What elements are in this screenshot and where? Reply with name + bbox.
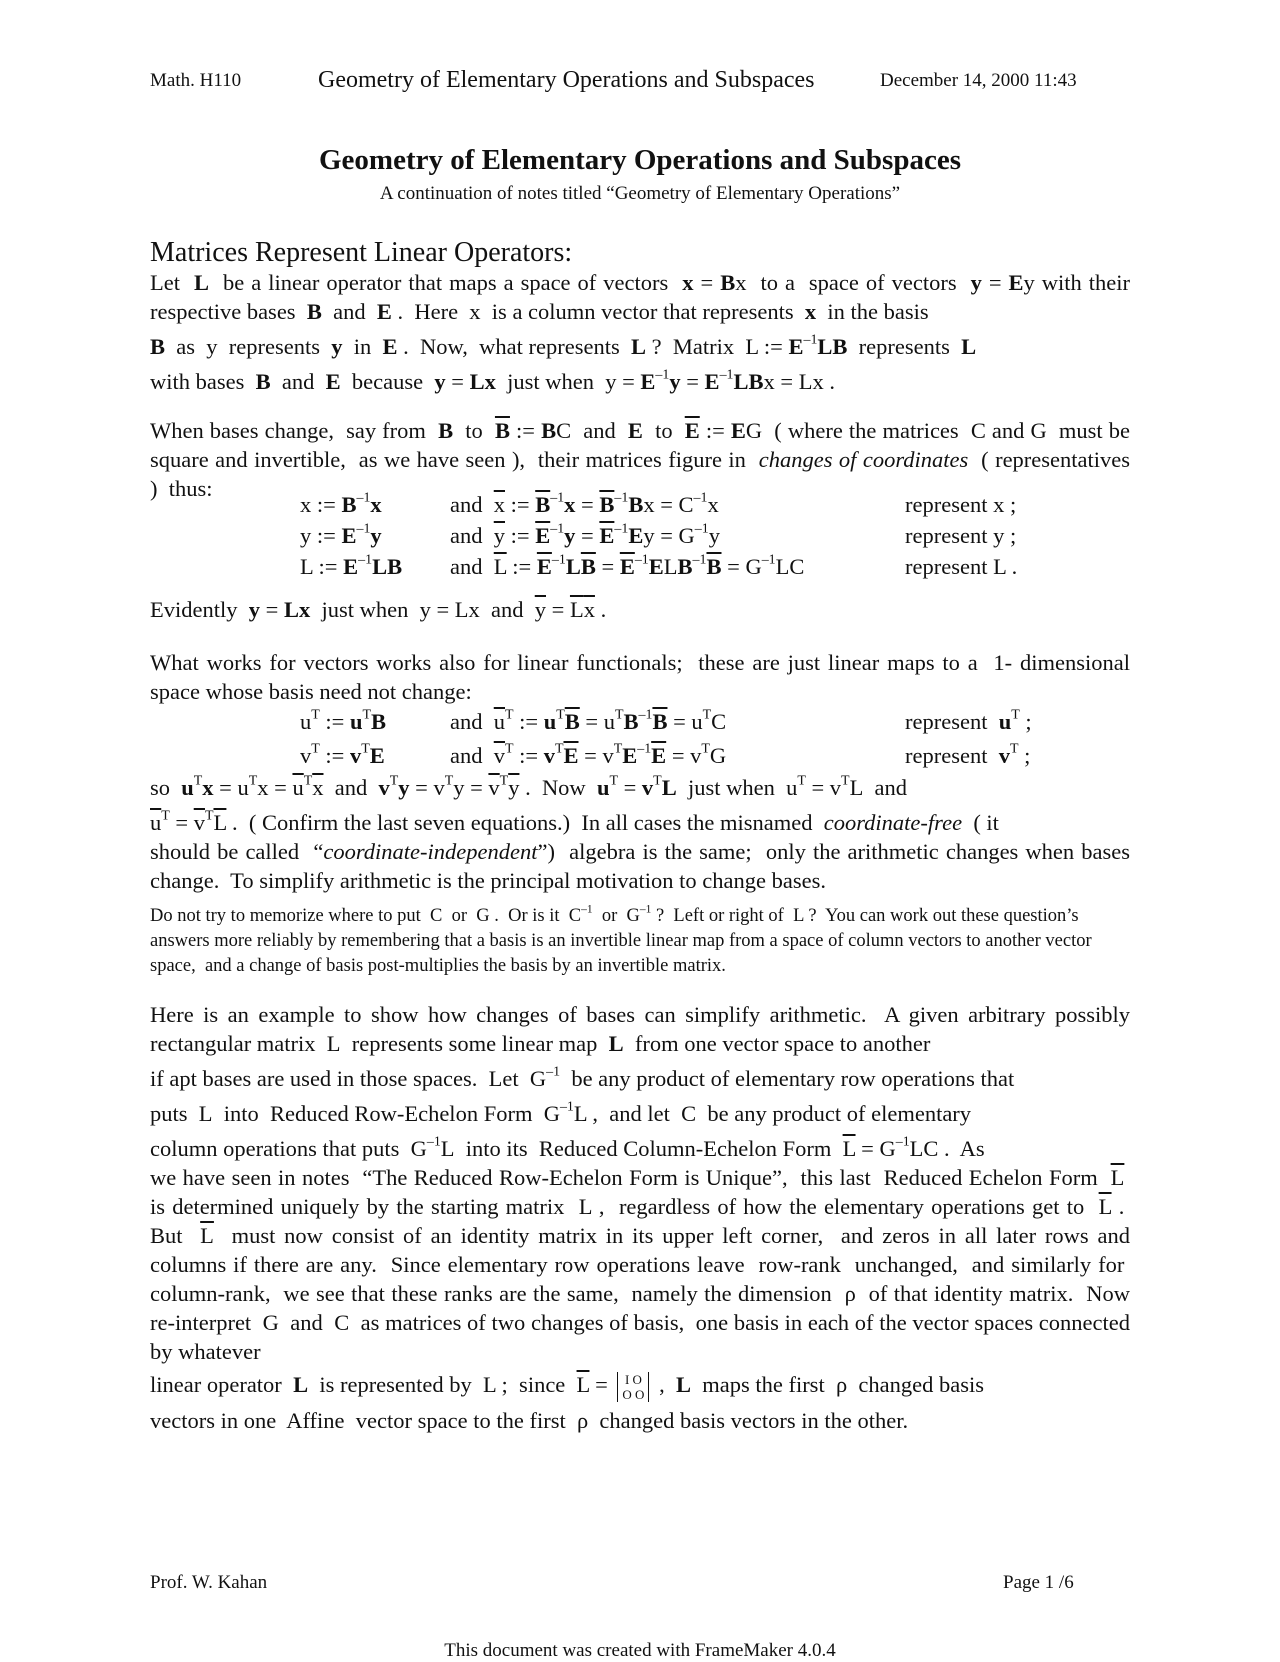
represent-x: represent x ;	[905, 492, 1017, 517]
header-course: Math. H110	[150, 70, 242, 91]
term-coordinates: coordinates	[862, 447, 969, 472]
eq-vTbar: and $\overline{v}^T$ := $v^T\overline{E} = v^TE^{-1}\overline{E} = v^TG$	[450, 741, 727, 768]
represent-L: represent L .	[905, 554, 1018, 579]
eq-Lbar: and $\overline{L}$ := $\overline{E}^{-1}L\overline{B} = \overline{E}^{-1}ELB^{-1}\overline{B} = G^{-1}LC$	[450, 552, 805, 579]
eq-xbar: and $\overline{x}$ := $\overline{B}^{-1}x = \overline{B}^{-1}Bx = C^{-1}x$	[450, 490, 719, 517]
document-subtitle: A continuation of notes titled “Geometry of Elementary Operations”	[379, 183, 901, 204]
section-heading: Matrices Represent Linear Operators:	[150, 237, 573, 268]
footer-author: Prof. W. Kahan	[150, 1572, 268, 1593]
document-title: Geometry of Elementary Operations and Subspaces	[319, 144, 961, 176]
paragraph-example: Here is an example to show how changes of bases can simplify arithmetic. A given arbitrary possibly rectangular matrix L represents some linear map L from one vector space to another if apt bases are used in those spaces. Let $G^{-1}$ be any product of elementary row operations that puts L into Reduced Row-Echelon Form $G^{-1}L$ , and let C be any product of elementary column operations that puts $G^{-1}L$ into its Reduced Column-Echelon Form $\overline{L} = G^{-1}LC$ . As we have seen in notes “The Reduced Row-Echelon Form is Unique”, this last Reduced Echelon Form $\overline{L}$ is determined uniquely by the starting matrix L , regardless of how the elementary operations get to $\overline{L}$ . But $\overline{L}$ must now consist of an identity matrix in its upper left corner, and zeros in all later rows and columns if there are any. Since elementary row operations leave row-rank unchanged, and similarly for column-rank, we see that these ranks are the same, namely the dimension ρ of that identity matrix. Now re-interpret G and C as matrices of two changes of basis, one basis in each of the vector spaces connected by whatever linear operator L is represented by L ; since $\overline{L} = I$ O O O , L maps the first ρ changed basis vectors in one Affine vector space to the first ρ changed basis vectors in the other.	[150, 1002, 1131, 1433]
note-memorize: Do not try to memorize where to put C or G . Or is it $C^{-1}$ or $G^{-1}$ ? Left or right of L ? You can work out these question’s answers more reliably by remembering that a basis is an invertible linear map from a space of column vectors to another vector space, and a change of basis post-multiplies the basis by an invertible matrix.	[150, 903, 1092, 976]
paragraph-bases-change: When bases change, say from B to $\overline{B}$ := BC and E to $\overline{E}$ := EG ( where the matrices C and G must be square and invertible, as we have seen ), their matrices figure in changes of coordinates ( representatives ) thus:	[150, 418, 1131, 501]
represent-vT: represent $v^T$ ;	[905, 741, 1031, 768]
eq-x: x := $B^{-1}x$	[300, 490, 382, 517]
term-changes-of: changes of	[758, 447, 857, 472]
header-title: Geometry of Elementary Operations and Subspaces	[318, 67, 815, 93]
eq-uTbar: and $\overline{u}^T$ := $u^T\overline{B} = u^TB^{-1}\overline{B} = u^TC$	[450, 707, 727, 734]
eq-ybar: and $\overline{y}$ := $\overline{E}^{-1}y = \overline{E}^{-1}Ey = G^{-1}y$	[450, 521, 720, 548]
footer-page-number: Page 1 /6	[1003, 1572, 1074, 1593]
paragraph-coordinate-free: so $u^Tx = u^Tx = \overline{u}^T\overline{x}$ and $v^Ty = v^Ty = \overline{v}^T\overline{y}$ . Now $u^T = v^TL$ just when $u^T = v^TL$ and $\overline{u}^T = \overline{v}^T\overline{L}$ . ( Confirm the last seven equations.) In all cases the misnamed coordinate-free ( it should be called “coordinate-independent”) algebra is the same; only the arithmetic changes when bases change. To simplify arithmetic is the principal motivation to change bases.	[150, 773, 1130, 893]
identity-block-matrix: I O O O	[617, 1372, 649, 1402]
header-datetime: December 14, 2000 11:43	[880, 70, 1077, 91]
eq-L: L := $E^{-1}LB$	[300, 552, 403, 579]
eq-y: y := $E^{-1}y$	[300, 521, 382, 548]
represent-uT: represent $u^T$ ;	[905, 707, 1032, 734]
paragraph-functionals: What works for vectors works also for linear functionals; these are just linear maps to a 1- dimensional space whose basis need not change:	[150, 650, 1130, 704]
paragraph-intro: Let L be a linear operator that maps a space of vectors x = Bx to a space of vectors y = Ey with their respective bases B and E . Here x is a column vector that represents x in the basis B as y represents y in E . Now, what represents L ? Matrix L := $E^{-1}LB$ represents L with bases B and E because y = Lx just when $y = E^{-1}y = E^{-1}LBx = Lx$ .	[150, 270, 1131, 394]
represent-y: represent y ;	[905, 523, 1017, 548]
eq-vT: $v^T$ := $v^TE$	[300, 741, 385, 768]
eq-uT: $u^T$ := $u^TB$	[300, 707, 387, 734]
eq-evidently: Evidently y = Lx just when y = Lx and $\overline{y} = \overline{L}\overline{x}$ .	[150, 597, 607, 622]
framemaker-note: This document was created with FrameMaker 4.0.4	[444, 1640, 836, 1661]
